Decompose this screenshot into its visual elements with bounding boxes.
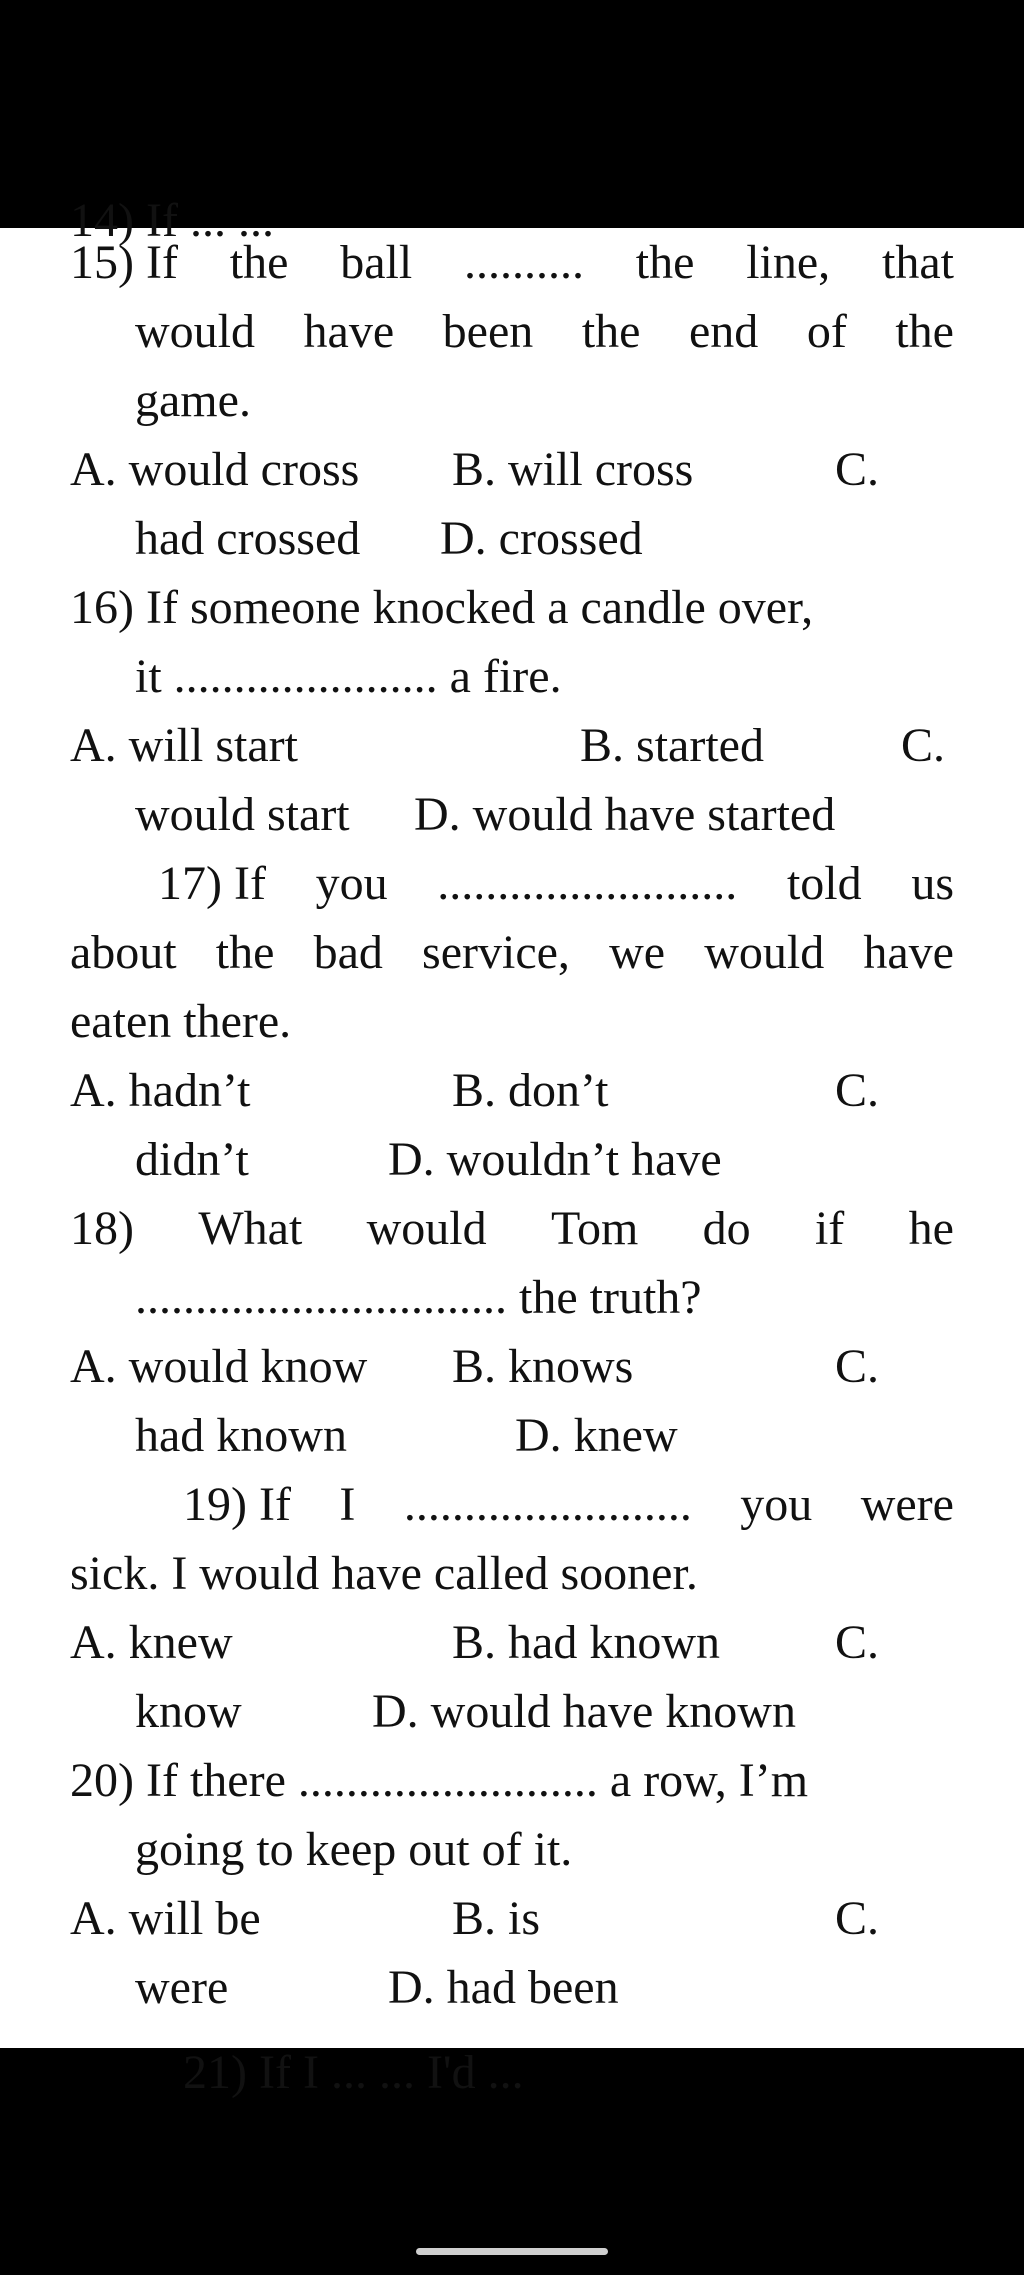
option-a: A. knew bbox=[70, 1616, 233, 1669]
answer-blank: ......................... bbox=[437, 857, 738, 910]
question-19-stem-line-2: sick. I would have called sooner. bbox=[70, 1547, 698, 1600]
option-b: B. don’t bbox=[452, 1064, 609, 1117]
cropped-next-line bbox=[0, 2038, 1024, 2099]
option-c-letter: C. bbox=[835, 1616, 880, 1669]
option-a: A. will start bbox=[70, 719, 298, 772]
question-20-stem-line-2: going to keep out of it. bbox=[135, 1823, 573, 1876]
option-a: A. hadn’t bbox=[70, 1064, 251, 1117]
option-c-text: know bbox=[135, 1685, 242, 1738]
option-c-text: didn’t bbox=[135, 1133, 249, 1186]
option-a: A. will be bbox=[70, 1892, 261, 1945]
option-c-letter: C. bbox=[835, 1340, 880, 1393]
option-b: B. knows bbox=[452, 1340, 634, 1393]
option-b: B. is bbox=[452, 1892, 541, 1945]
option-b: B. had known bbox=[452, 1616, 720, 1669]
question-17-stem-line-2: about the bad service, we would have bbox=[70, 926, 954, 979]
answer-blank: ........................ bbox=[403, 1478, 692, 1531]
option-c-text: had crossed bbox=[135, 512, 361, 565]
option-c-letter: C. bbox=[835, 443, 880, 496]
option-c-text: had known bbox=[135, 1409, 347, 1462]
option-c-letter: C. bbox=[835, 1892, 880, 1945]
question-18-stem-line-1: 18) What would Tom do if he bbox=[70, 1202, 954, 1255]
option-d: D. would have started bbox=[414, 788, 836, 841]
option-a: A. would know bbox=[70, 1340, 368, 1393]
option-d: D. crossed bbox=[440, 512, 643, 565]
option-d: D. had been bbox=[388, 1961, 619, 2014]
document-page[interactable] bbox=[0, 194, 1024, 2099]
option-c-text: were bbox=[135, 1961, 229, 2014]
cropped-text-bottom: 21) If I ... ... I'd ... bbox=[183, 2046, 524, 2099]
home-indicator-bar[interactable] bbox=[416, 2248, 608, 2255]
option-a: A. would cross bbox=[70, 443, 360, 496]
question-16-stem-line-2: it ...................... a fire. bbox=[135, 650, 562, 703]
question-17-stem-line-1: 17) If you ......................... told us bbox=[158, 849, 954, 918]
question-20-stem-line-1: 20) If there ......................... a row, I’m bbox=[70, 1754, 809, 1807]
question-18-stem-line-2: ............................... the truth? bbox=[135, 1271, 702, 1324]
worksheet bbox=[0, 194, 1024, 2099]
option-c-letter: C. bbox=[835, 1064, 880, 1117]
question-19-stem-line-1: 19) If I ........................ you were bbox=[183, 1470, 954, 1539]
question-15-stem-line-3: game. bbox=[135, 374, 251, 427]
option-c-text: would start bbox=[135, 788, 350, 841]
question-15-stem-line-2: would have been the end of the bbox=[135, 305, 954, 358]
option-b: B. started bbox=[580, 719, 764, 772]
question-15-stem-line-1: 15) If the ball .......... the line, that bbox=[70, 228, 954, 297]
answer-blank: .......... bbox=[463, 236, 584, 289]
question-17-stem-line-3: eaten there. bbox=[70, 995, 292, 1048]
option-c-letter: C. bbox=[901, 719, 946, 772]
option-d: D. knew bbox=[515, 1409, 678, 1462]
option-b: B. will cross bbox=[452, 443, 694, 496]
option-d: D. wouldn’t have bbox=[388, 1133, 722, 1186]
option-d: D. would have known bbox=[372, 1685, 796, 1738]
question-16-stem-line-1: 16) If someone knocked a candle over, bbox=[70, 581, 814, 634]
cropped-text-top: 14) If ... ... bbox=[70, 194, 274, 247]
